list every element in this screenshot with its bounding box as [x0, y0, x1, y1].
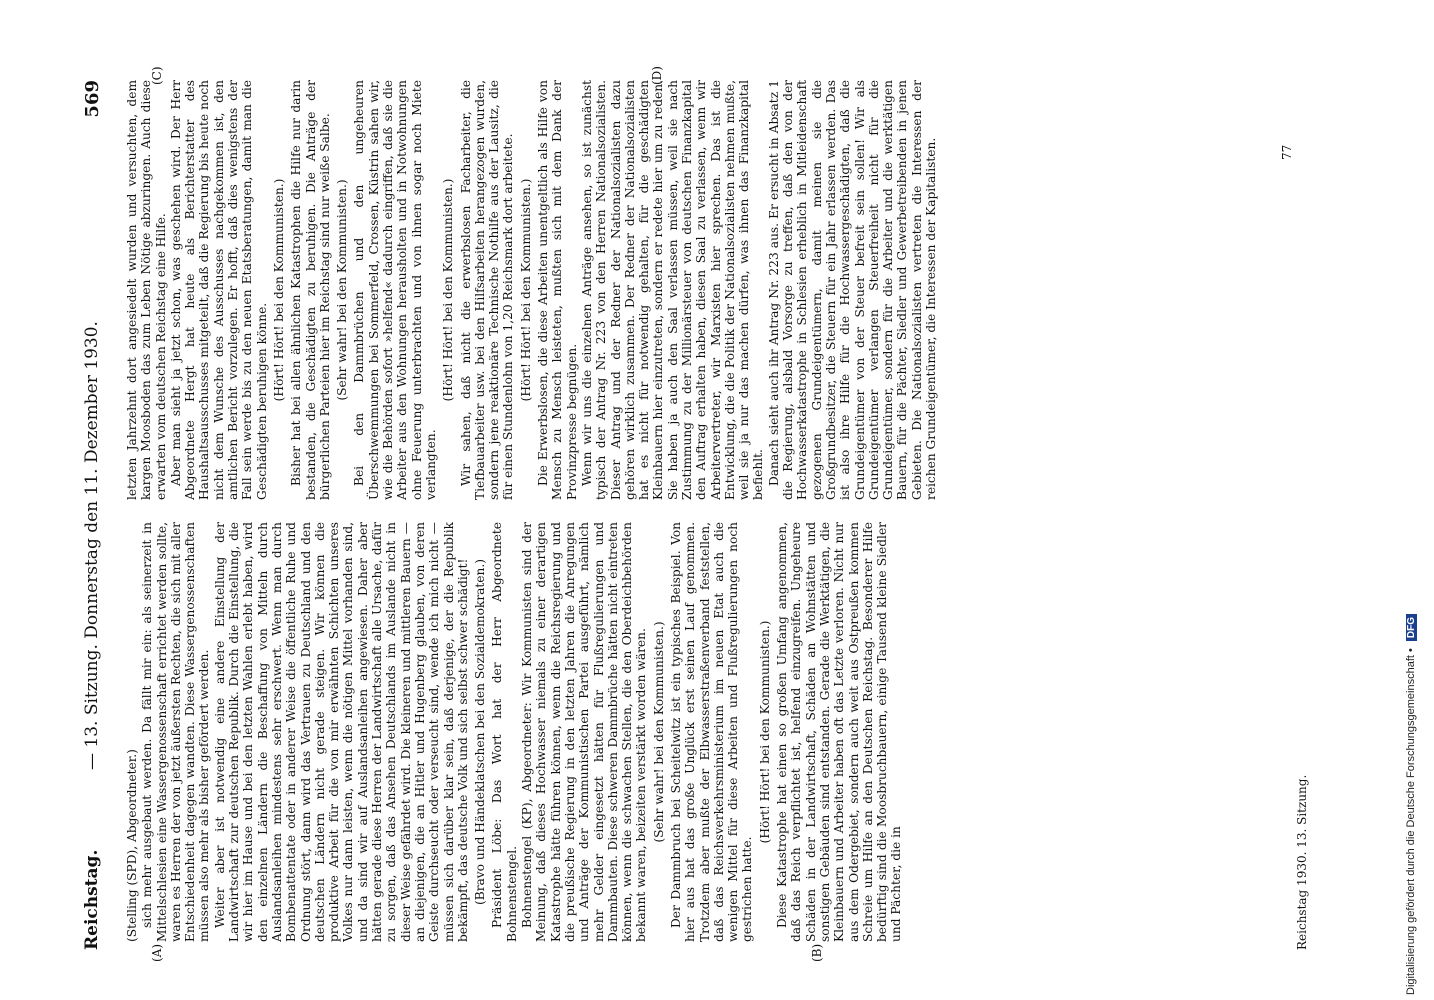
paragraph: Aber man sieht ja jetzt schon, was geschehen wird. Der Herr Abgeordnete Hergt hat heute als Berichterstatter des Haushaltsausschusses mitgeteilt, daß die Regierung bis heute noch nicht dem Wunsche des Ausschusses nachgekommen ist, den amtlichen Bericht vorzulegen. Er hofft, daß dies wenigstens der Fall sein werde bis zu den neuen Etatsberatungen, damit man die Geschädigten beruhigen könne. — [168, 80, 269, 500]
document-page — [70, 60, 1330, 960]
signature-number: 77 — [1280, 144, 1294, 160]
page-footer: Reichstag 1930. 13. Sitzung. — [1295, 774, 1309, 950]
page-number: 569 — [82, 80, 103, 118]
paragraph: Bohnenstengel (KP), Abgeordneter: Wir Kommunisten sind der Meinung, daß dieses Hochwasser niemals zu einer derartigen Katastrophe hätte führen können, wenn die Reichsregierung und die preußische Regierung in den letzten Jahren die Anregungen und Anträge der Kommunistischen Partei ausgeführt, nämlich mehr Gelder eingesetzt hätten für Flußregulierungen und Dammbauten. Diese schweren Dammbrüche hätten nicht eintreten können, wenn die schwachen Stellen, die den Oberdeichbehörden bekannt waren, beizeiten verstärkt worden wären. — [520, 522, 649, 942]
president-statement: Präsident Löbe: Das Wort hat der Herr Abgeordnete Bohnenstengel. — [490, 522, 519, 942]
margin-marker-a: (A) — [150, 943, 164, 962]
paragraph: Wir sahen, daß nicht die erwerbslosen Facharbeiter, die Tiefbauarbeiter usw. bei den Hilfsarbeiten herangezogen wurden, sondern jene reaktionäre Technische Nothilfe aus der Lausitz, die für einen Stundenlohn von 1,20 Reichsmark dort arbeitete. — [458, 80, 516, 500]
interjection: (Sehr wahr! bei den Kommunisten.) — [335, 179, 350, 401]
paragraph: Weiter aber ist notwendig eine andere Einstellung der Landwirtschaft zur deutschen Republik. Durch die Einstellung, die wir hier im Hause und bei den letzten Wahlen erlebt haben, wird den einzelnen Ländern die Beschaffung von Mitteln durch Auslandsanleihen mindestens sehr erschwert. Wenn man durch Bombenattentate oder in anderer Weise die öffentliche Ruhe und Ordnung stört, dann wird das Vertrauen zu Deutschland und den deutschen Ländern nicht gerade steigen. Wir können die produktive Arbeit für die von mir erwähnten Schichten unseres Volkes nur dann leisten, wenn die nötigen Mittel vorhanden sind, und da sind wir auf Auslandsanleihen angewiesen. Daher aber hätten gerade diese Herren der Landwirtschaft alle Ursache, dafür zu sorgen, daß das Ansehen Deutschlands im Auslande nicht in dieser Weise gefährdet wird. Die kleineren und mittleren Bauern — an diejenigen, die an Hitler und Hugenberg glauben, von deren Geiste durchseucht oder verseucht sind, wende ich mich nicht — müssen sich darüber klar sein, daß derjenige, der die Republik bekämpft, das deutsche Volk und sich selbst schwer schädigt! — [212, 522, 470, 942]
header-session: — 13. Sitzung. Donnerstag den 11. Dezember 1930. — [82, 321, 102, 770]
margin-marker-c: (C) — [150, 66, 164, 85]
paragraph: Bei den Dammbrüchen und den ungeheuren Überschwemmungen bei Sommerfeld, Crossen, Küstrin sahen wir, wie die Behörden sofort »helfend« dadurch eingriffen, daß sie die Arbeiter aus den Wohnungen herausholten und in Notwohnungen ohne Feuerung unterbrachten und von ihnen sogar noch Miete verlangten. — [352, 80, 438, 500]
paragraph: Diese Katastrophe hat einen so großen Umfang angenommen, daß das Reich verpflichtet ist, helfend einzugreifen. Ungeheure Schäden in der Landwirtschaft, Schäden an Wohnstätten und sonstigen Gebäuden sind entstanden. Gerade die Werktätigen, die Kleinbauern und Arbeiter haben oft das Letzte verloren. Nicht nur aus dem Odergebiet, sondern auch weit aus Ostpreußen kommen Schreie um Hilfe an den Deutschen Reichstag. Besonderer Hilfe bedürftig sind die Moosbruchbauern, einige Tausend kleine Siedler und Pächter, die in — [775, 522, 904, 942]
margin-marker-d: (D) — [650, 66, 664, 85]
paragraph: Die Erwerbslosen, die diese Arbeiten unentgeltlich als Hilfe von Mensch zu Mensch leisteten, mußten sich mit dem Dank der Provinzpresse begnügen. — [536, 80, 579, 500]
paragraph: letzten Jahrzehnt dort angesiedelt wurden und versuchten, dem kargen Moosboden das zum Leben Nötige abzuringen. Auch diese erwarten vom deutschen Reichstag eine Hilfe. — [125, 80, 168, 500]
paragraph: Bisher hat bei allen ähnlichen Katastrophen die Hilfe nur darin bestanden, die Geschädigten zu beruhigen. Die Anträge der bürgerlichen Parteien hier im Reichstag sind nur weiße Salbe. — [289, 80, 332, 500]
header-title: Reichstag. — [82, 849, 102, 950]
paragraph: Der Dammbruch bei Scheitelwitz ist ein typisches Beispiel. Von hier aus hat das große Unglück erst seinen Lauf genommen. Trotzdem aber mußte der Elbwasserstraßenverband feststellen, daß das Reichsverkehrsministerium im neuen Etat auch die wenigen Mittel für diese Arbeiten und Flußregulierungen noch gestrichen hatte. — [668, 522, 755, 942]
digitization-credit — [1405, 0, 1417, 995]
text-column-right — [125, 80, 1255, 500]
interjection: (Hört! Hört! bei den Kommunisten.) — [271, 178, 286, 402]
paragraph: Danach sieht auch ihr Antrag Nr. 223 aus. Er ersucht in Absatz 1 die Regierung, alsbald Vorsorge zu treffen, daß den von der Hochwasserkatastrophe in Schlesien erheblich in Mitleidenschaft gezogenen Grundeigentümern, damit meinen sie die Großgrundbesitzer, die Steuern für ein Jahr erlassen werden. Das ist also ihre Hilfe für die Hochwassergeschädigten, daß die Grundeigentümer von der Steuer befreit sein sollen! Wir als Grundeigentümer verlangen Steuerfreiheit nicht für die Grundeigentümer, sondern für die Arbeiter und die werktätigen Bauern, für die Pächter, Siedler und Gewerbetreibenden in jenen Gebieten. Die Nationalsozialisten vertreten die Interessen der reichen Grundeigentümer, die Interessen der Kapitalisten. — [766, 80, 939, 500]
paragraph: sich mehr ausgebaut werden. Da fällt mir ein: als seinerzeit in Mittelschlesien eine Wassergenossenschaft errichtet werden sollte, waren es Herren der von jetzt äußersten Rechten, die sich mit aller Entschiedenheit dagegen wandten. Diese Wassergenossenschaften müssen also mehr als bisher gefördert werden. — [140, 522, 212, 942]
credit-text: Digitalisierung gefördert durch die Deutsche Forschungsgemeinschaft • — [1405, 648, 1417, 995]
dfg-logo: DFG — [1406, 614, 1417, 641]
interjection: (Bravo und Händeklatschen bei den Sozialdemokraten.) — [473, 559, 488, 906]
paragraph: Wenn wir uns die einzelnen Anträge ansehen, so ist zunächst typisch der Antrag Nr. 223 von den Herren Nationalsozialisten. Dieser Antrag und der Redner der Nationalsozialisten dazu gehören wirklich zusammen. Der Redner der Nationalsozialisten hat es nicht für notwendig gehalten, für die geschädigten Kleinbauern hier einzutreten, sondern er redete hier um zu reden. Sie haben ja auch den Saal verlassen müssen, weil sie nach Zustimmung zu der Millionärsteuer von deutschen Finanzkapital den Auftrag erhalten haben, diesen Saal zu verlassen, wenn wir Arbeitervertreter, wir Marxisten hier sprechen. Das ist die Entwicklung, die die Politik der Nationalsozialisten nehmen mußte, weil sie ja nur das machen dürfen, was ihnen das Finanzkapital befiehlt. — [579, 80, 766, 500]
interjection: (Hört! Hört! bei den Kommunisten.) — [441, 178, 456, 402]
page-header — [82, 80, 112, 960]
margin-marker-b: (B) — [810, 943, 824, 962]
speaker-continuation: (Stelling (SPD), Abgeordneter.) — [125, 749, 139, 942]
text-column-left — [125, 522, 1255, 942]
interjection: (Hört! Hört! bei den Kommunisten.) — [757, 620, 772, 844]
interjection: (Hört! Hört! bei den Kommunisten.) — [518, 178, 533, 402]
interjection: (Sehr wahr! bei den Kommunisten.) — [651, 621, 666, 843]
